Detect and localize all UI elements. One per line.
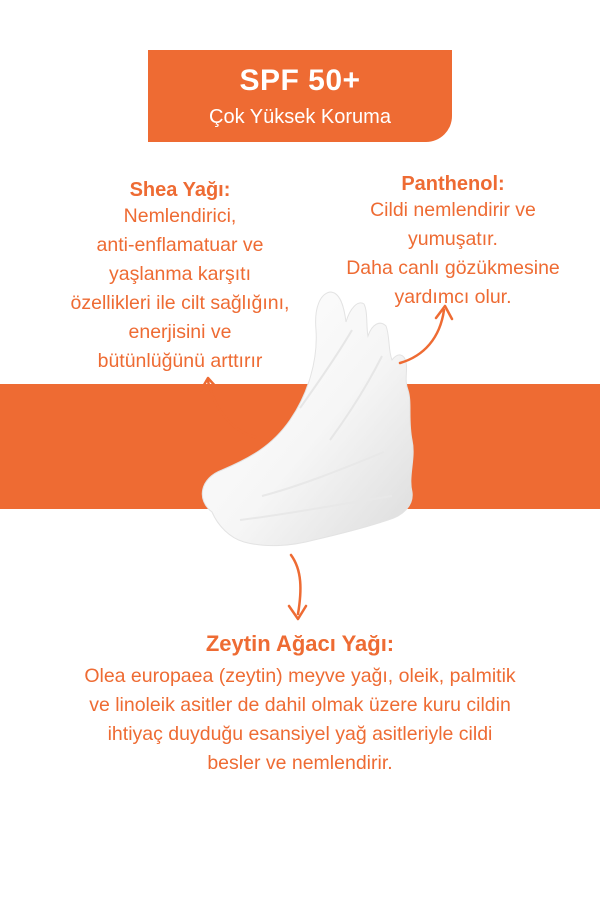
- zeytin-arrow-icon: [291, 555, 300, 614]
- panthenol-text-line: Cildi nemlendirir ve: [370, 199, 536, 221]
- shea-text-line: anti-enflamatuar ve: [96, 234, 264, 256]
- shea-text-line: Nemlendirici,: [123, 205, 237, 227]
- shea-text-line: yaşlanma karşıtı: [109, 263, 251, 285]
- shea-text-line: özellikleri ile cilt sağlığını,: [70, 292, 290, 314]
- shea-text-line: enerjisini ve: [128, 321, 232, 343]
- shea-text-line: bütünlüğünü arttırır: [97, 350, 263, 372]
- zeytin-text-line: Olea europaea (zeytin) meyve yağı, oleik, palmitik: [84, 665, 516, 687]
- shea-info: [50, 178, 310, 376]
- zeytin-text-line: ve linoleik asitler de dahil olmak üzere kuru cildin: [89, 694, 511, 716]
- zeytin-info: [0, 628, 600, 778]
- shea-title: Shea Yağı:: [129, 179, 231, 201]
- panthenol-info: [318, 172, 588, 312]
- zeytin-text-line: besler ve nemlendirir.: [207, 752, 393, 774]
- panthenol-text-line: yumuşatır.: [408, 228, 498, 250]
- panthenol-text-line: Daha canlı gözükmesine: [346, 257, 560, 279]
- panthenol-title: Panthenol:: [401, 173, 505, 195]
- zeytin-title: Zeytin Ağacı Yağı:: [205, 631, 395, 656]
- zeytin-text-line: ihtiyaç duyduğu esansiyel yağ asitleriyle cildi: [107, 723, 493, 745]
- panthenol-text-line: yardımcı olur.: [394, 286, 512, 308]
- spf-subtitle: Çok Yüksek Koruma: [209, 106, 391, 128]
- shea-arrow-icon: [208, 380, 255, 437]
- spf-title: SPF 50+: [239, 64, 361, 97]
